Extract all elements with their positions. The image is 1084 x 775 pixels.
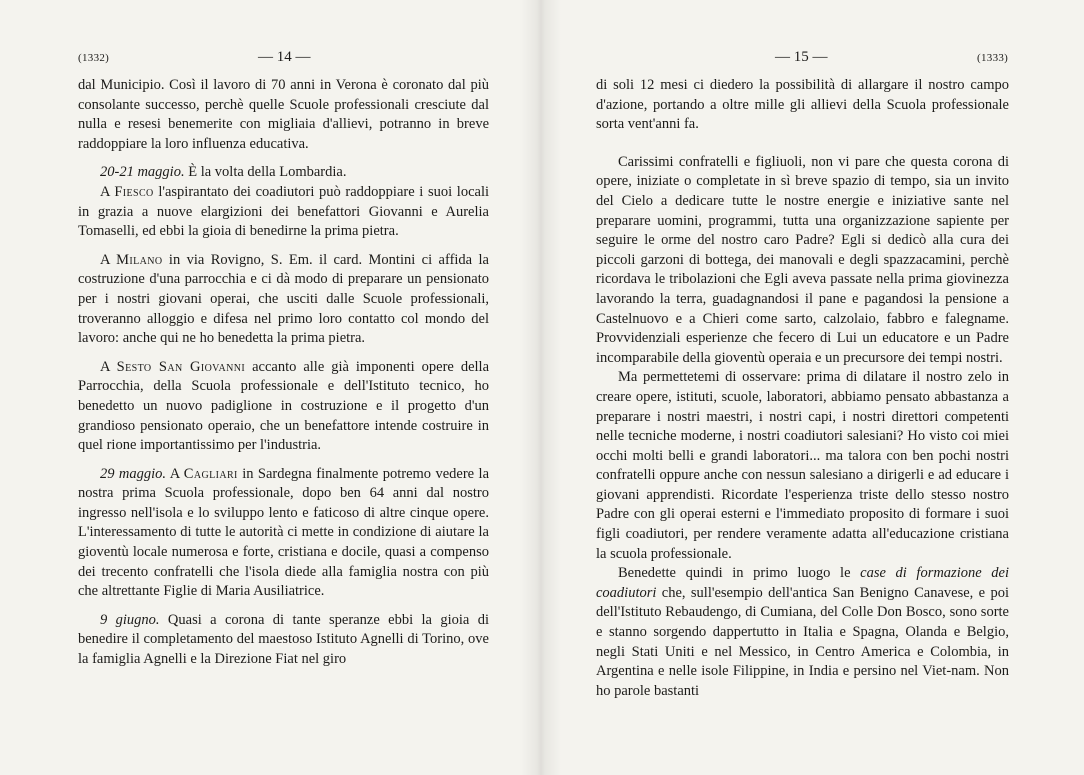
- text-run: l'aspirantato dei coadiutori può raddoppiare i suoi locali in grazia a nuove elargizioni dei benefattori Giovanni e Aurelia Tomaselli, ed ebbi la gioia di benedirne la prima pietra.: [78, 183, 490, 240]
- right-folio: (1333): [977, 52, 1009, 64]
- paragraph: [596, 368, 1009, 564]
- place-name: Fiesco: [114, 183, 154, 200]
- text-run: Benedette quindi in primo luogo le: [618, 565, 861, 582]
- text-run: A: [100, 183, 115, 200]
- paragraph: [596, 153, 1009, 369]
- book-gutter: [521, 0, 561, 775]
- text-run: Ma permettetemi di osservare: prima di dilatare il nostro zelo in creare opere, istituti, scuole, laboratori, abbiamo pensato abbastanza a preparare i nostri maestri, i nostri capi, i nostri direttori competenti nelle tecniche moderne, i nostri coadiutori salesiani? Ho visto coi miei occhi molti belli e grandi laboratori... ma talora con ben pochi nostri confratelli oppure anche con nessun salesiano a dirigerli e ad educare i giovani apprendisti. Ricordate l'esperienza triste dello stesso nostro Padre con gli operai esterni e l'immediato proposito di formare i suoi figli coadiutori, per rendere veramente adatta all'educazione cristiana la scuola professionale.: [596, 369, 1009, 562]
- text-run: A: [166, 465, 184, 482]
- left-page-number: — 14 —: [258, 49, 311, 65]
- date-heading: 20-21 maggio.: [100, 164, 185, 181]
- place-name: Cagliari: [183, 465, 238, 482]
- place-name: Sesto San Giovanni: [116, 358, 246, 375]
- paragraph: [78, 76, 489, 154]
- text-run: che, sull'esempio dell'antica San Benigno Canavese, e poi dell'Istituto Rebaudengo, di Cumiana, del Colle Don Bosco, sono sorte e stanno sorgendo dappertutto in Italia e Spagna, Olanda e Belgio, negli Stati Uniti e nel Messico, in Centro America e Colombia, in Argentina e nelle isole Filippine, in India e persino nel Viet-nam. Non ho parole bastanti: [596, 584, 1009, 699]
- right-page-number: — 15 —: [775, 49, 828, 65]
- text-run: in via Rovigno, S. Em. il card. Montini ci affida la costruzione d'una parrocchia e ci dà modo di preparare un pensionato per i nostri giovani operai, che usciti dalle Scuole professionali, troveranno alloggio e difesa nel primo loro contatto col mondo del lavoro: anche qui ne ho benedetta la prima pietra.: [78, 251, 489, 347]
- left-folio: (1332): [78, 52, 110, 64]
- paragraph: [78, 251, 489, 349]
- text-run: di soli 12 mesi ci diedero la possibilità di allargare il nostro campo d'azione, portando a oltre mille gli allievi della Scuola professionale sorta vent'anni fa.: [596, 77, 1009, 133]
- text-run: in Sardegna finalmente potremo vedere la nostra prima Scuola professionale, dopo ben 64 anni dal nostro ingresso nell'isola e lo sviluppo lento e faticoso di altre cinque opere. L'interessamento di tutte le autorità ci mette in condizione di aiutare la gioventù locale numerosa e forte, cristiana e docile, quasi a compenso dei trecento confratelli che l'isola diede alla famiglia nostra con più che altrettante Figlie di Maria Ausiliatrice.: [78, 465, 490, 600]
- emphasis-text: case di formazione dei coadiutori: [596, 565, 1009, 601]
- date-heading: 9 giugno.: [100, 611, 160, 628]
- text-run: Carissimi confratelli e figliuoli, non vi pare che questa corona di opere, iniziate o completate in sì breve spazio di tempo, sia un invito del Cielo a dedicare tutte le nostre energie e iniziative sante nel preparare uomini, programmi, tutta una organizzazione sapiente per seguire le orme del nostro caro Padre? Egli si dedicò alla cura dei piccoli garzoni di bottega, dei manovali e degli spazzacamini, perchè ricordava le tribolazioni che Egli aveva passate nella prima giovinezza lavorando la terra, guadagnandosi il pane e pagandosi la pensione a Castelnuovo e a Chieri come sarto, calzolaio, fabbro e falegname. Provvidenziali esperienze che fecero di Lui un educatore e un Padre incomparabile della gioventù operaia e un precursore dei tempi nostri.: [596, 153, 1009, 366]
- paragraph: [596, 564, 1009, 701]
- paragraph: [78, 163, 489, 183]
- right-page-text: [596, 76, 1009, 701]
- text-run: A: [100, 251, 117, 268]
- paragraph: [596, 76, 1009, 135]
- text-run: A: [100, 358, 117, 375]
- left-page-text: [78, 76, 489, 670]
- paragraph: [78, 611, 489, 670]
- text-run: accanto alle già imponenti opere della Parrocchia, della Scuola professionale e dell'Istituto tecnico, ho benedetto un nuovo padiglione in costruzione e il progetto d'un grandioso pensionato operaio, che un benefattore intende costruire in quel rione importantissimo per l'industria.: [78, 358, 490, 454]
- date-heading: 29 maggio.: [100, 465, 167, 482]
- paragraph: [78, 183, 489, 242]
- place-name: Milano: [116, 251, 163, 268]
- text-run: Quasi a corona di tante speranze ebbi la gioia di benedire il completamento del maestoso Istituto Agnelli di Torino, ove la famiglia Agnelli e la Direzione Fiat nel giro: [78, 611, 489, 668]
- paragraph: [78, 465, 489, 602]
- text-run: È la volta della Lombardia.: [184, 164, 347, 181]
- text-run: dal Municipio. Così il lavoro di 70 anni in Verona è coronato dal più consolante successo, perchè quelle Scuole professionali cresciute dal nulla e resesi benemerite con migliaia d'allievi, potranno in breve raddoppiare la loro influenza educativa.: [78, 77, 489, 152]
- paragraph: [78, 358, 489, 456]
